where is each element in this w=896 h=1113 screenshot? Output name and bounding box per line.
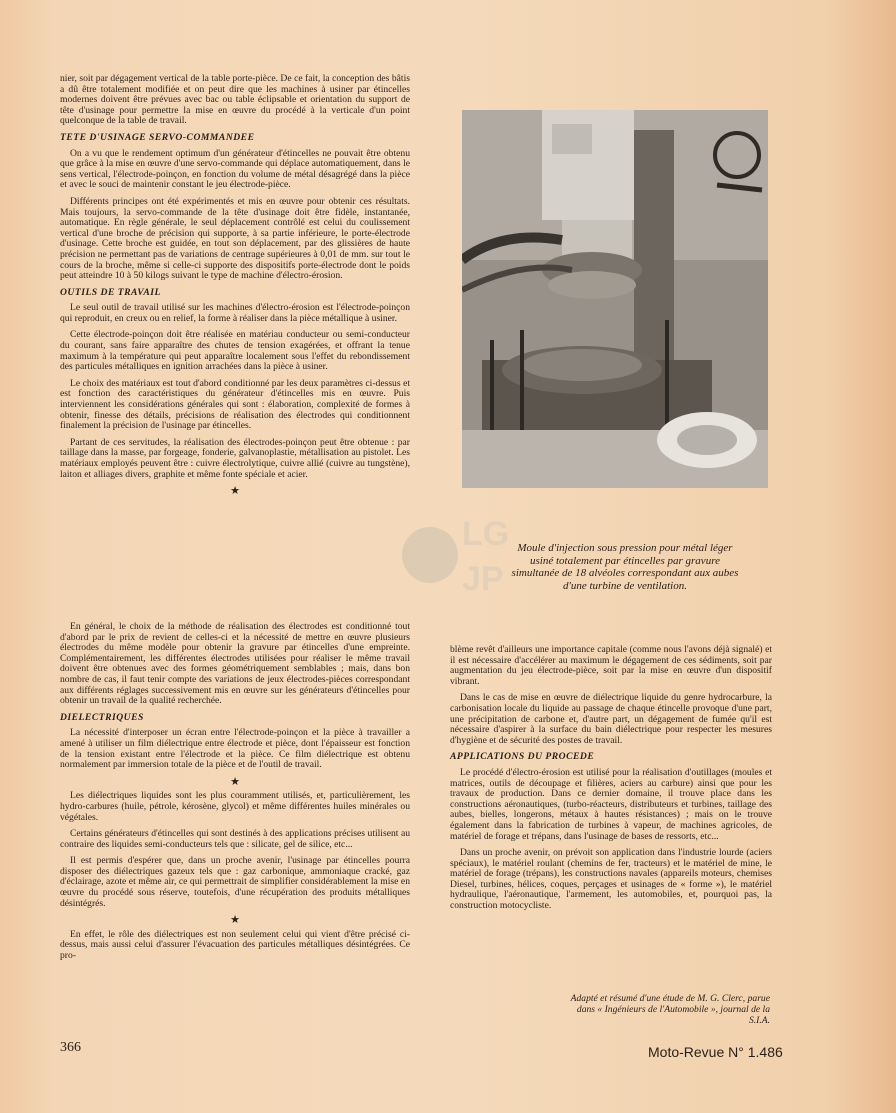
machine-photo — [462, 110, 768, 488]
left-column-top — [60, 74, 410, 501]
paragraph: La nécessité d'interposer un écran entre l'électrode-poinçon et la pièce à travailler a amené à utiliser un film diélectrique entre électrode et pièce, dont l'épaisseur est fonction de la tension existant entre l'électrode et la pièce. Ce film diélectrique est obtenu normalement par immersion totale de la pièce et de l'outil de travail. — [60, 727, 410, 771]
left-column-bottom — [60, 622, 410, 968]
paragraph: Les diélectriques liquides sont les plus couramment utilisés, et, particulièrement, les hydro-carbures (huile, pétrole, kérosène, glycol) et même différentes huiles minérales ou végétales. — [60, 790, 410, 823]
journal-footer: Moto-Revue N° 1.486 — [648, 1044, 783, 1060]
section-heading: DIELECTRIQUES — [60, 711, 144, 723]
paragraph: blème revêt d'ailleurs une importance capitale (comme nous l'avons déjà signalé) et il est nécessaire d'accélérer au maximum le dégagement de ces sédiments, soit par augmentation du jeu électrode-pièce, soit par la mise en œuvre d'un dispositif vibrant. — [450, 644, 772, 687]
source-attribution: Adapté et résumé d'une étude de M. G. Clerc, parue dans « Ingénieurs de l'Automobile », journal de la S.I.A. — [570, 993, 770, 1026]
photo-illustration — [462, 110, 768, 488]
paragraph: En général, le choix de la méthode de réalisation des électrodes est conditionné tout d'abord par le prix de revient de celles-ci et la nécessité de mettre en œuvre plusieurs électrodes du même modèle pour obtenir la gravure par étincelles d'une empreinte. Complémentairement, les différentes électrodes utilisées pour réaliser le même travail doivent être obtenues avec des formes géométriquement semblables ; mais, dans bon nombre de cas, il faut tenir compte des variations de jeux électrodes-pièces correspondant aux différents réglages successivement mis en œuvre sur les générateurs d'étincelles pour obtenir un travail de la qualité recherchée. — [60, 621, 410, 707]
paragraph: Dans le cas de mise en œuvre de diélectrique liquide du genre hydrocarbure, la carbonisation locale du liquide au passage de chaque étincelle provoque d'une part, une précipitation de carbone et, d'autre part, un dégagement de fumée qu'il est nécessaire d'aspirer à la surface du bain diélectrique pour respecter les mesures d'hygiène et de sécurité des postes de travail. — [450, 692, 772, 746]
section-heading: TETE D'USINAGE SERVO-COMMANDEE — [60, 131, 255, 143]
section-star: ★ — [230, 775, 240, 788]
photo-caption: Moule d'injection sous pression pour métal léger usiné totalement par étincelles par gravure simultanée de 18 alvéoles correspondant aux aubes d'une turbine de ventilation. — [511, 542, 739, 592]
paragraph: Cette électrode-poinçon doit être réalisée en matériau conducteur ou semi-conducteur du courant, sans faire apparaître des chutes de tension exagérées, et offrant la tenue maximum à la température qui peut apparaître localement sous l'effet du rebondissement des particules métalliques en ignition arrachées dans la pièce à usiner. — [60, 329, 410, 373]
watermark-line2: JP — [462, 560, 504, 598]
section-star: ★ — [230, 914, 240, 927]
watermark-line1: LG — [462, 515, 510, 553]
right-column — [450, 645, 772, 918]
paragraph: En effet, le rôle des diélectriques est non seulement celui qui vient d'être précisé ci-dessus, mais aussi celui d'assurer l'évacuation des particules métalliques désintégrées. Ce pro- — [60, 928, 410, 962]
paragraph: Le procédé d'électro-érosion est utilisé pour la réalisation d'outillages (moules et matrices, outils de découpage et filières, aciers au carbure) ainsi que pour les travaux de production. Dans ce dernier domaine, il trouve place dans les constructions aéronautiques, (turbo-réacteurs, distributeurs et turbines, taillage des aubes, bielles, longerons, métaux à hautes résistances) ; mais on le trouve également dans la fabrication de turbines à vapeur, de machines agricoles, de matériel de forage et trépans, dans l'usinage de bases de ressorts, etc... — [450, 766, 772, 842]
section-star: ★ — [230, 485, 240, 498]
section-heading: OUTILS DE TRAVAIL — [60, 286, 161, 298]
paragraph: nier, soit par dégagement vertical de la table porte-pièce. De ce fait, la conception des bâtis a dû être totalement modifiée et on peut dire que les machines à usiner par étincelles modernes doivent être prévues avec bac ou table éclipsable et orientation du support de tête d'usinage pour permettre la mise en œuvre du procédé à la verticale d'un point quelconque de la table de travail. — [60, 73, 410, 127]
section-heading: APPLICATIONS DU PROCEDE — [450, 751, 595, 763]
paragraph: Le seul outil de travail utilisé sur les machines d'électro-érosion est l'électrode-poinçon qui reproduit, en creux ou en relief, la forme à réaliser dans la pièce métallique à usiner. — [60, 302, 410, 324]
paragraph: On a vu que le rendement optimum d'un générateur d'étincelles ne pouvait être obtenu que grâce à la mise en œuvre d'une servo-commande qui déplace automatiquement, dans le sens vertical, l'électrode-poinçon, en fonction du volume de métal désagrégé dans la pièce et avec le souci de maintenir constant le jeu électrode-pièce. — [60, 147, 410, 191]
page-number: 366 — [60, 1040, 81, 1055]
paragraph: Certains générateurs d'étincelles qui sont destinés à des applications précises utilisent au contraire des liquides semi-conducteurs tels que : silicate, gel de silice, etc... — [60, 828, 410, 850]
paragraph: Il est permis d'espérer que, dans un proche avenir, l'usinage par étincelles pourra disposer des diélectriques gazeux tels que : gaz carbonique, ammoniaque cracké, gaz d'éclairage, azote et même air, ce qui permettrait de simplifier considérablement la mise en œuvre du procédé sous réserve, toutefois, d'une récupération des produits métalliques désintégrés. — [60, 855, 410, 909]
paragraph: Dans un proche avenir, on prévoit son application dans l'industrie lourde (aciers spéciaux), le matériel roulant (chemins de fer, tracteurs) et le matériel de mine, le matériel de forage (trépans), les constructions navales (appareils moteurs, chemises Diesel, turbines, hélices, coques, perçages et usinages de « forme »), le matériel hydraulique, l'aéronautique, l'armement, les automobiles, et, pourquoi pas, la construction motocycliste. — [450, 847, 772, 912]
paragraph: Différents principes ont été expérimentés et mis en œuvre pour obtenir ces résultats. Mais toujours, la servo-commande de la tête d'usinage doit être fidèle, instantanée, automatique. En règle générale, le seul déplacement contrôlé est celui du coulissement vertical d'une broche de précision qui supporte, à sa partie inférieure, le porte-électrode d'usinage. Cette broche est guidée, en tout son déplacement, par des glissières de haute précision ne permettant pas de variations de centrage supérieures à 0,01 de mm. sur tout le cours de la broche, même si celle-ci supporte des dispositifs porte-électrode dont le poids peut atteindre 10 à 50 kilogs suivant le type de machine d'électro-érosion. — [60, 195, 410, 282]
paragraph: Partant de ces servitudes, la réalisation des électrodes-poinçon peut être obtenue : par taillage dans la masse, par forgeage, fonderie, galvanoplastie, métallisation au pistolet. Les matériaux employés peuvent être : cuivre électrolytique, cuivre allié (cuivre au tungstène), laiton et alliages divers, graphite et même fonte spéciale et acier. — [60, 436, 410, 480]
paragraph: Le choix des matériaux est tout d'abord conditionné par les deux paramètres ci-dessus et est fonction des caractéristiques du générateur d'étincelles mis en œuvre. Puis interviennent les considérations générales qui sont : élaboration, complexité de formes à obtenir, finesse des détails, précisions de réalisation des électrodes qui conditionnent finalement la précision de l'usinage par étincelles. — [60, 377, 410, 432]
